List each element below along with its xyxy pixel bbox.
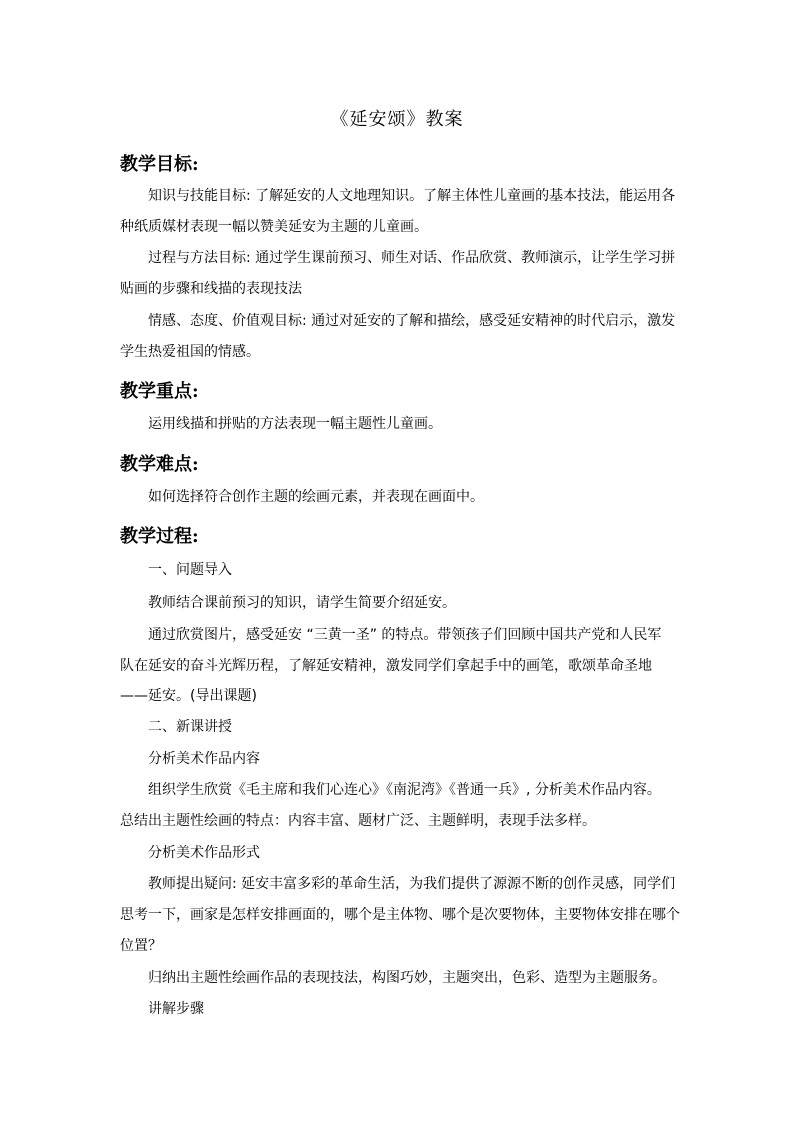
process-paragraph-2-line-2: 队在延安的奋斗光辉历程，了解延安精神，激发同学们拿起手中的画笔，歌颂革命圣地 [120, 658, 652, 674]
key-point-text: 运用线描和拼贴的方法表现一幅主题性儿童画。 [148, 416, 442, 432]
process-subsection-form: 分析美术作品形式 [148, 845, 260, 861]
objective-knowledge-line-1: 知识与技能目标: 了解延安的人文地理知识。了解主体性儿童画的基本技法，能运用各 [148, 188, 676, 204]
objective-process-line-2: 贴画的步骤和线描的表现技法 [120, 281, 302, 297]
objective-process-line-1: 过程与方法目标: 通过学生课前预习、师生对话、作品欣赏、教师演示，让学生学习拼 [148, 250, 676, 266]
process-paragraph-4-line-2: 思考一下，画家是怎样安排画面的，哪个是主体物、哪个是次要物体，主要物体安排在哪个 [120, 907, 680, 923]
objective-emotion-line-1: 情感、态度、价值观目标: 通过对延安的了解和描绘，感受延安精神的时代启示，激发 [148, 313, 676, 329]
process-paragraph-4-line-1: 教师提出疑问: 延安丰富多彩的革命生活，为我们提供了源源不断的创作灵感，同学们 [148, 876, 676, 892]
process-paragraph-1: 教师结合课前预习的知识，请学生简要介绍延安。 [148, 595, 456, 611]
process-paragraph-2-line-1: 通过欣赏图片，感受延安 “三黄一圣” 的特点。带领孩子们回顾中国共产党和人民军 [148, 627, 662, 643]
objective-emotion-line-2: 学生热爱祖国的情感。 [120, 344, 260, 360]
process-paragraph-4-line-3: 位置？ [120, 938, 162, 954]
document-title: 《延安颂》教案 [330, 109, 464, 130]
process-subsection-steps: 讲解步骤 [148, 1001, 204, 1017]
process-section-2: 二、新课讲授 [148, 719, 232, 735]
difficulty-text: 如何选择符合创作主题的绘画元素，并表现在画面中。 [148, 489, 484, 505]
process-paragraph-5: 归纳出主题性绘画作品的表现技法，构图巧妙，主题突出，色彩、造型为主题服务。 [148, 970, 666, 986]
heading-key-points: 教学重点: [120, 381, 199, 402]
process-paragraph-2-line-3: ——延安。(导出课题) [120, 688, 257, 704]
heading-objectives: 教学目标: [120, 154, 199, 175]
heading-difficulties: 教学难点: [120, 454, 199, 475]
process-subsection-content: 分析美术作品内容 [148, 751, 260, 767]
heading-process: 教学过程: [120, 526, 199, 547]
process-section-1: 一、问题导入 [148, 562, 232, 578]
process-paragraph-3-line-2: 总结出主题性绘画的特点：内容丰富、题材广泛、主题鲜明，表现手法多样。 [120, 813, 596, 829]
objective-knowledge-line-2: 种纸质媒材表现一幅以赞美延安为主题的儿童画。 [120, 219, 428, 235]
process-paragraph-3-line-1: 组织学生欣赏《毛主席和我们心连心》《南泥湾》《普通一兵》, 分析美术作品内容。 [148, 782, 661, 798]
